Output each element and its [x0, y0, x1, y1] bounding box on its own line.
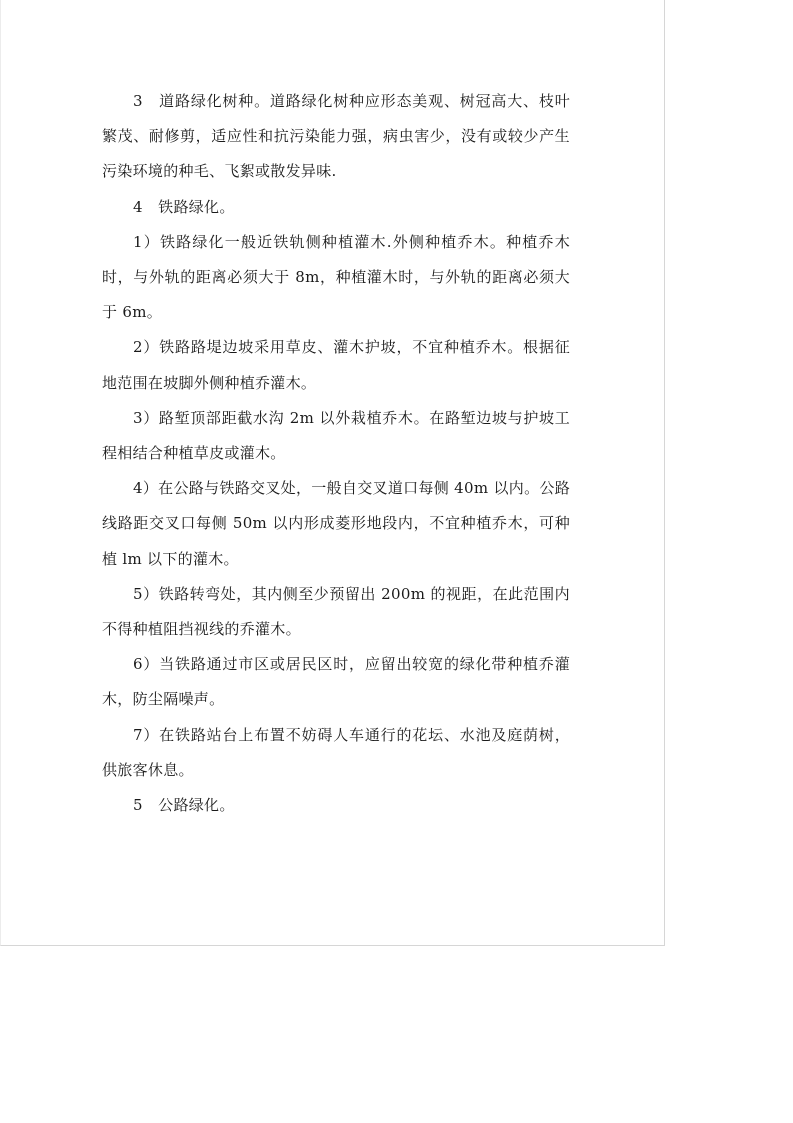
paragraph-item-6: 6）当铁路通过市区或居民区时，应留出较宽的绿化带种植乔灌木，防尘隔噪声。 [102, 655, 570, 709]
paragraph-road-tree-species: 3 道路绿化树种。道路绿化树种应形态美观、树冠高大、枝叶繁茂、耐修剪，适应性和抗污染能力强，病虫害少，没有或较少产生污染环境的种毛、飞絮或散发异味. [102, 92, 570, 181]
page-content [102, 84, 570, 823]
paragraph-item-2: 2）铁路路堤边坡采用草皮、灌木护坡，不宜种植乔木。根据征地范围在坡脚外侧种植乔灌木。 [102, 338, 570, 392]
heading-highway-greening: 5 公路绿化。 [133, 796, 235, 815]
paragraph-item-5: 5）铁路转弯处，其内侧至少预留出 200m 的视距，在此范围内不得种植阻挡视线的乔灌木。 [102, 584, 570, 639]
paragraph-item-4: 4）在公路与铁路交叉处，一般自交叉道口每侧 40m 以内。公路线路距交叉口每侧 50m 以内形成菱形地段内，不宜种植乔木，可种植 lm 以下的灌木。 [102, 479, 570, 568]
paragraph-item-1: 1）铁路绿化一般近铁轨侧种植灌木.外侧种植乔木。种植乔木时，与外轨的距离必须大于 8m，种植灌木时，与外轨的距离必须大于 6m。 [102, 232, 570, 322]
heading-railway-greening: 4 铁路绿化。 [133, 197, 235, 216]
paragraph-item-3: 3）路堑顶部距截水沟 2m 以外栽植乔木。在路堑边坡与护坡工程相结合种植草皮或灌木。 [102, 408, 570, 463]
paragraph-item-7: 7）在铁路站台上布置不妨碍人车通行的花坛、水池及庭荫树，供旅客休息。 [102, 725, 570, 779]
